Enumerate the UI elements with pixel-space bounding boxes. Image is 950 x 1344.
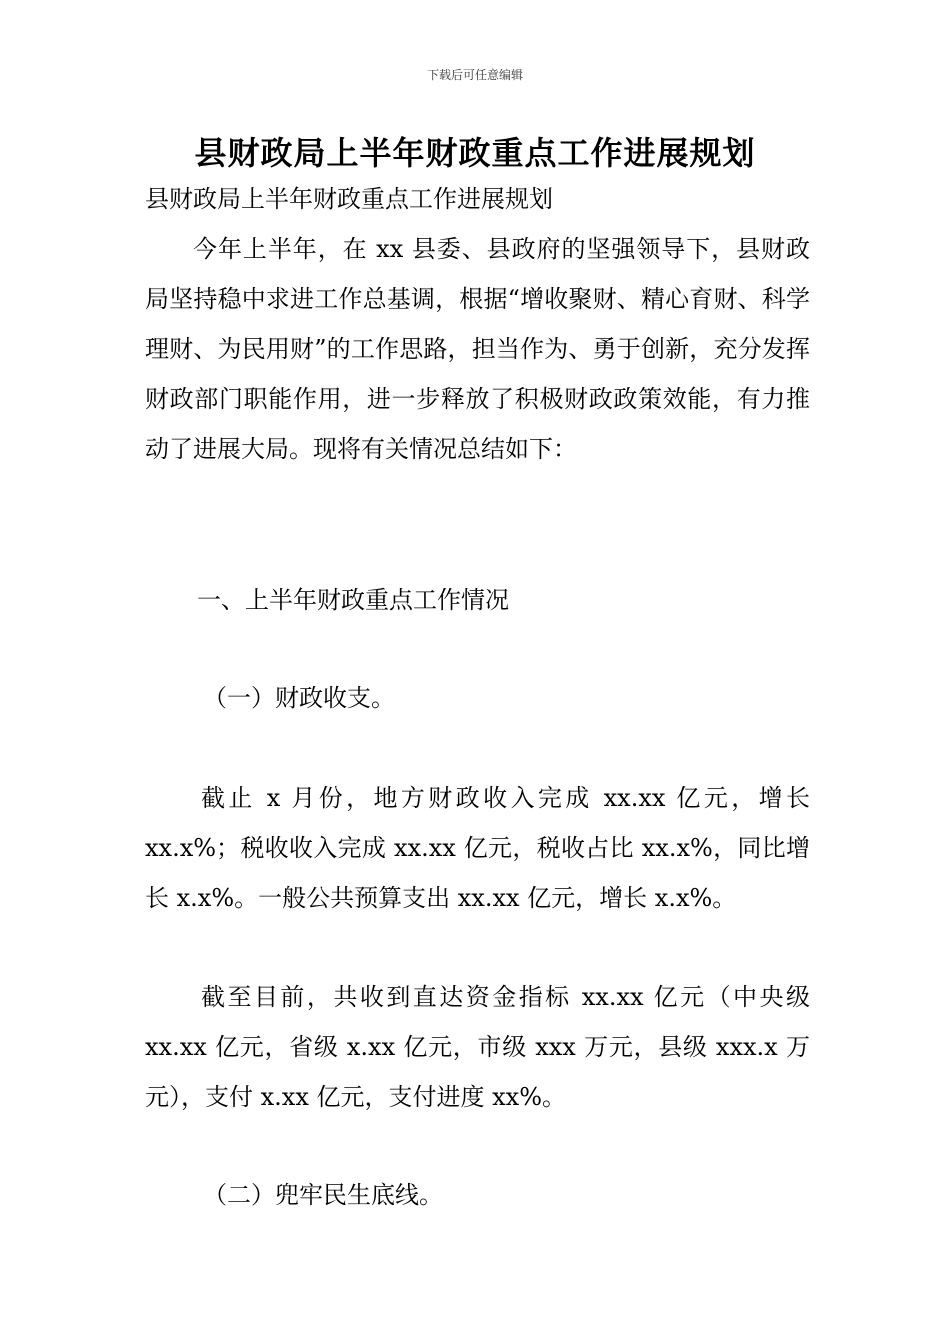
direct-funds-paragraph: 截至目前，共收到直达资金指标 xx.xx 亿元（中央级 xx.xx 亿元，省级 x.xx 亿元，市级 xxx 万元，县级 xxx.x 万元），支付 x.xx 亿元，支付进度 xx%。 bbox=[145, 983, 810, 1111]
subsection-heading-fiscal: （一）财政收支。 bbox=[203, 684, 395, 712]
revenue-paragraph: 截止 x 月份，地方财政收入完成 xx.xx 亿元，增长 xx.x%；税收收入完成 xx.xx 亿元，税收占比 xx.x%，同比增长 x.x%。一般公共预算支出 xx.xx 亿元，增长 x.x%。 bbox=[145, 784, 810, 912]
section-heading-1: 一、上半年财政重点工作情况 bbox=[197, 586, 509, 614]
download-note: 下载后可任意编辑 bbox=[426, 68, 523, 82]
intro-paragraph: 今年上半年，在 xx 县委、县政府的坚强领导下，县财政局坚持稳中求进工作总基调，根据“增收聚财、精心育财、科学理财、为民用财”的工作思路，担当作为、勇于创新，充分发挥财政部门职能作用，进一步释放了积极财政政策效能，有力推动了进展大局。现将有关情况总结如下： bbox=[145, 235, 810, 463]
subsection-heading-livelihood: （二）兜牢民生底线。 bbox=[203, 1181, 443, 1209]
document-title: 县财政局上半年财政重点工作进展规划 bbox=[194, 134, 756, 172]
document-subtitle: 县财政局上半年财政重点工作进展规划 bbox=[145, 185, 553, 213]
